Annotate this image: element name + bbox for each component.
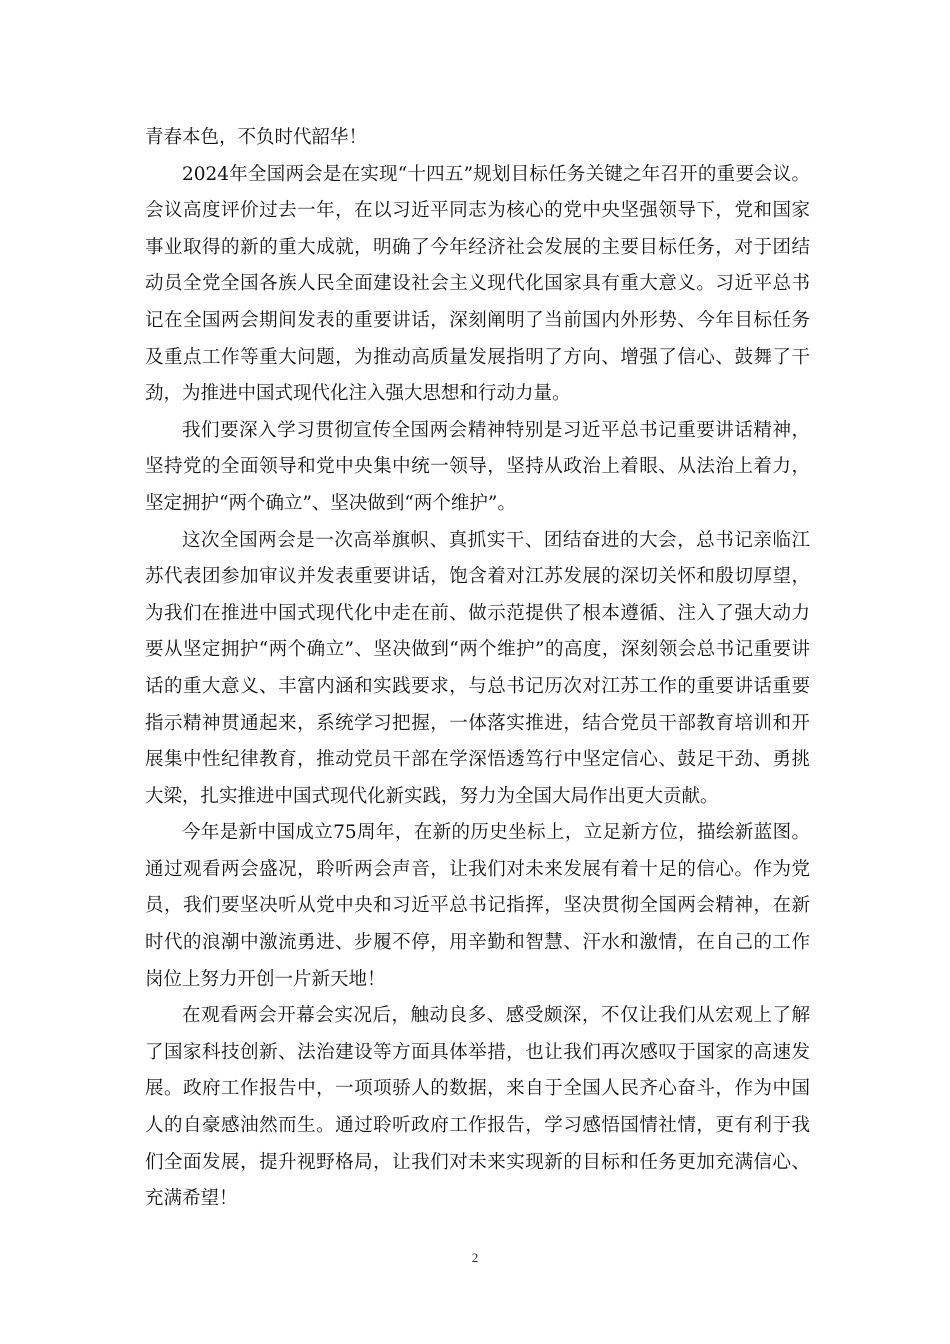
paragraph-two-sessions: 2024年全国两会是在实现“十四五”规划目标任务关键之年召开的重要会议。会议高度评价过去一年，在以习近平同志为核心的党中央坚强领导下，党和国家事业取得的新的重大成就，明确了今年经济社会发展的主要目标任务，对于团结动员全党全国各族人民全面建设社会主义现代化国家具有重大意义。习近平总书记在全国两会期间发表的重要讲话，深刻阐明了当前国内外形势、今年目标任务及重点工作等重大问题，为推动高质量发展指明了方向、增强了信心、鼓舞了干劲，为推进中国式现代化注入强大思想和行动力量。	[145, 163, 810, 405]
paragraph-study-spirit: 我们要深入学习贯彻宣传全国两会精神特别是习近平总书记重要讲话精神，坚持党的全面领导和党中央集中统一领导，坚持从政治上着眼、从法治上着力，坚定拥护“两个确立”、坚决做到“两个维护”。	[145, 419, 810, 514]
paragraph-opening-meeting: 在观看两会开幕会实况后，触动良多、感受颇深，不仅让我们从宏观上了解了国家科技创新、法治建设等方面具体举措，也让我们再次感叹于国家的高速发展。政府工作报告中，一项项骄人的数据，来自于全国人民齐心奋斗，作为中国人的自豪感油然而生。通过聆听政府工作报告，学习感悟国情社情，更有利于我们全面发展，提升视野格局，让我们对未来实现新的目标和任务更加充满信心、充满希望！	[145, 1005, 810, 1210]
document-body	[145, 120, 810, 1218]
page-number: 2	[471, 1250, 479, 1265]
paragraph-continuation: 青春本色，不负时代韶华！	[145, 127, 368, 148]
paragraph-jiangsu-delegation: 这次全国两会是一次高举旗帜、真抓实干、团结奋进的大会，总书记亲临江苏代表团参加审议并发表重要讲话，饱含着对江苏发展的深切关怀和殷切厚望，为我们在推进中国式现代化中走在前、做示范提供了根本遵循、注入了强大动力要从坚定拥护“两个确立”、坚决做到“两个维护”的高度，深刻领会总书记重要讲话的重大意义、丰富内涵和实践要求，与总书记历次对江苏工作的重要讲话重要指示精神贯通起来，系统学习把握，一体落实推进，结合党员干部教育培训和开展集中性纪律教育，推动党员干部在学深悟透笃行中坚定信心、鼓足干劲、勇挑大梁，扎实推进中国式现代化新实践，努力为全国大局作出更大贡献。	[145, 529, 810, 807]
paragraph-75th-anniversary: 今年是新中国成立75周年，在新的历史坐标上，立足新方位，描绘新蓝图。通过观看两会盛况，聆听两会声音，让我们对未来发展有着十足的信心。作为党员，我们要坚决听从党中央和习近平总书记指挥，坚决贯彻全国两会精神，在新时代的浪潮中激流勇进、步履不停，用辛勤和智慧、汗水和激情，在自己的工作岗位上努力开创一片新天地！	[145, 822, 810, 990]
